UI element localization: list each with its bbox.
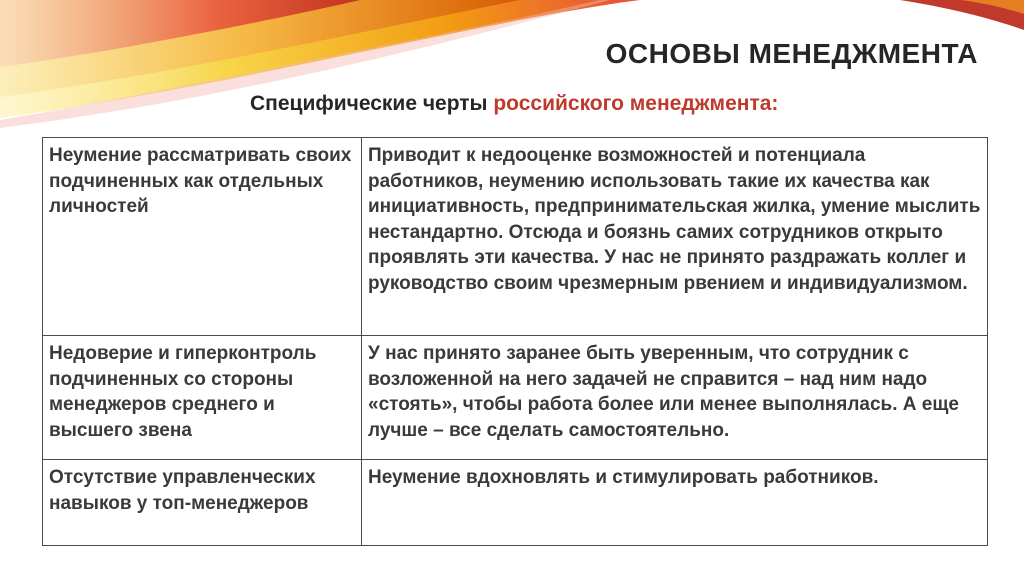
description-cell: Приводит к недооценке возможностей и потенциала работников, неумению использовать такие их качества как инициативность, предпринимательская жилка, умение мыслить нестандартно. Отсюда и боязнь самих сотрудников открыто проявлять эти качества. У нас не принято раздражать коллег и руководство своим чрезмерным рвением и индивидуализмом. [362, 138, 988, 336]
description-cell: У нас принято заранее быть уверенным, что сотрудник с возложенной на него задачей не справится – над ним надо «стоять», чтобы работа более или менее выполнялась. А еще лучше – все сделать самостоятельно. [362, 336, 988, 460]
subtitle-prefix: Специфические черты [250, 92, 494, 115]
table-row [43, 336, 988, 460]
table-row [43, 138, 988, 336]
slide-subtitle [250, 92, 778, 116]
feature-cell: Неумение рассматривать своих подчиненных как отдельных личностей [43, 138, 362, 336]
description-cell: Неумение вдохновлять и стимулировать работников. [362, 460, 988, 546]
subtitle-highlight: российского менеджмента: [493, 92, 779, 115]
features-table [42, 137, 988, 546]
page-title: ОСНОВЫ МЕНЕДЖМЕНТА [605, 38, 978, 69]
table-row [43, 460, 988, 546]
feature-cell: Недоверие и гиперконтроль подчиненных со стороны менеджеров среднего и высшего звена [43, 336, 362, 460]
feature-cell: Отсутствие управленческих навыков у топ-менеджеров [43, 460, 362, 546]
